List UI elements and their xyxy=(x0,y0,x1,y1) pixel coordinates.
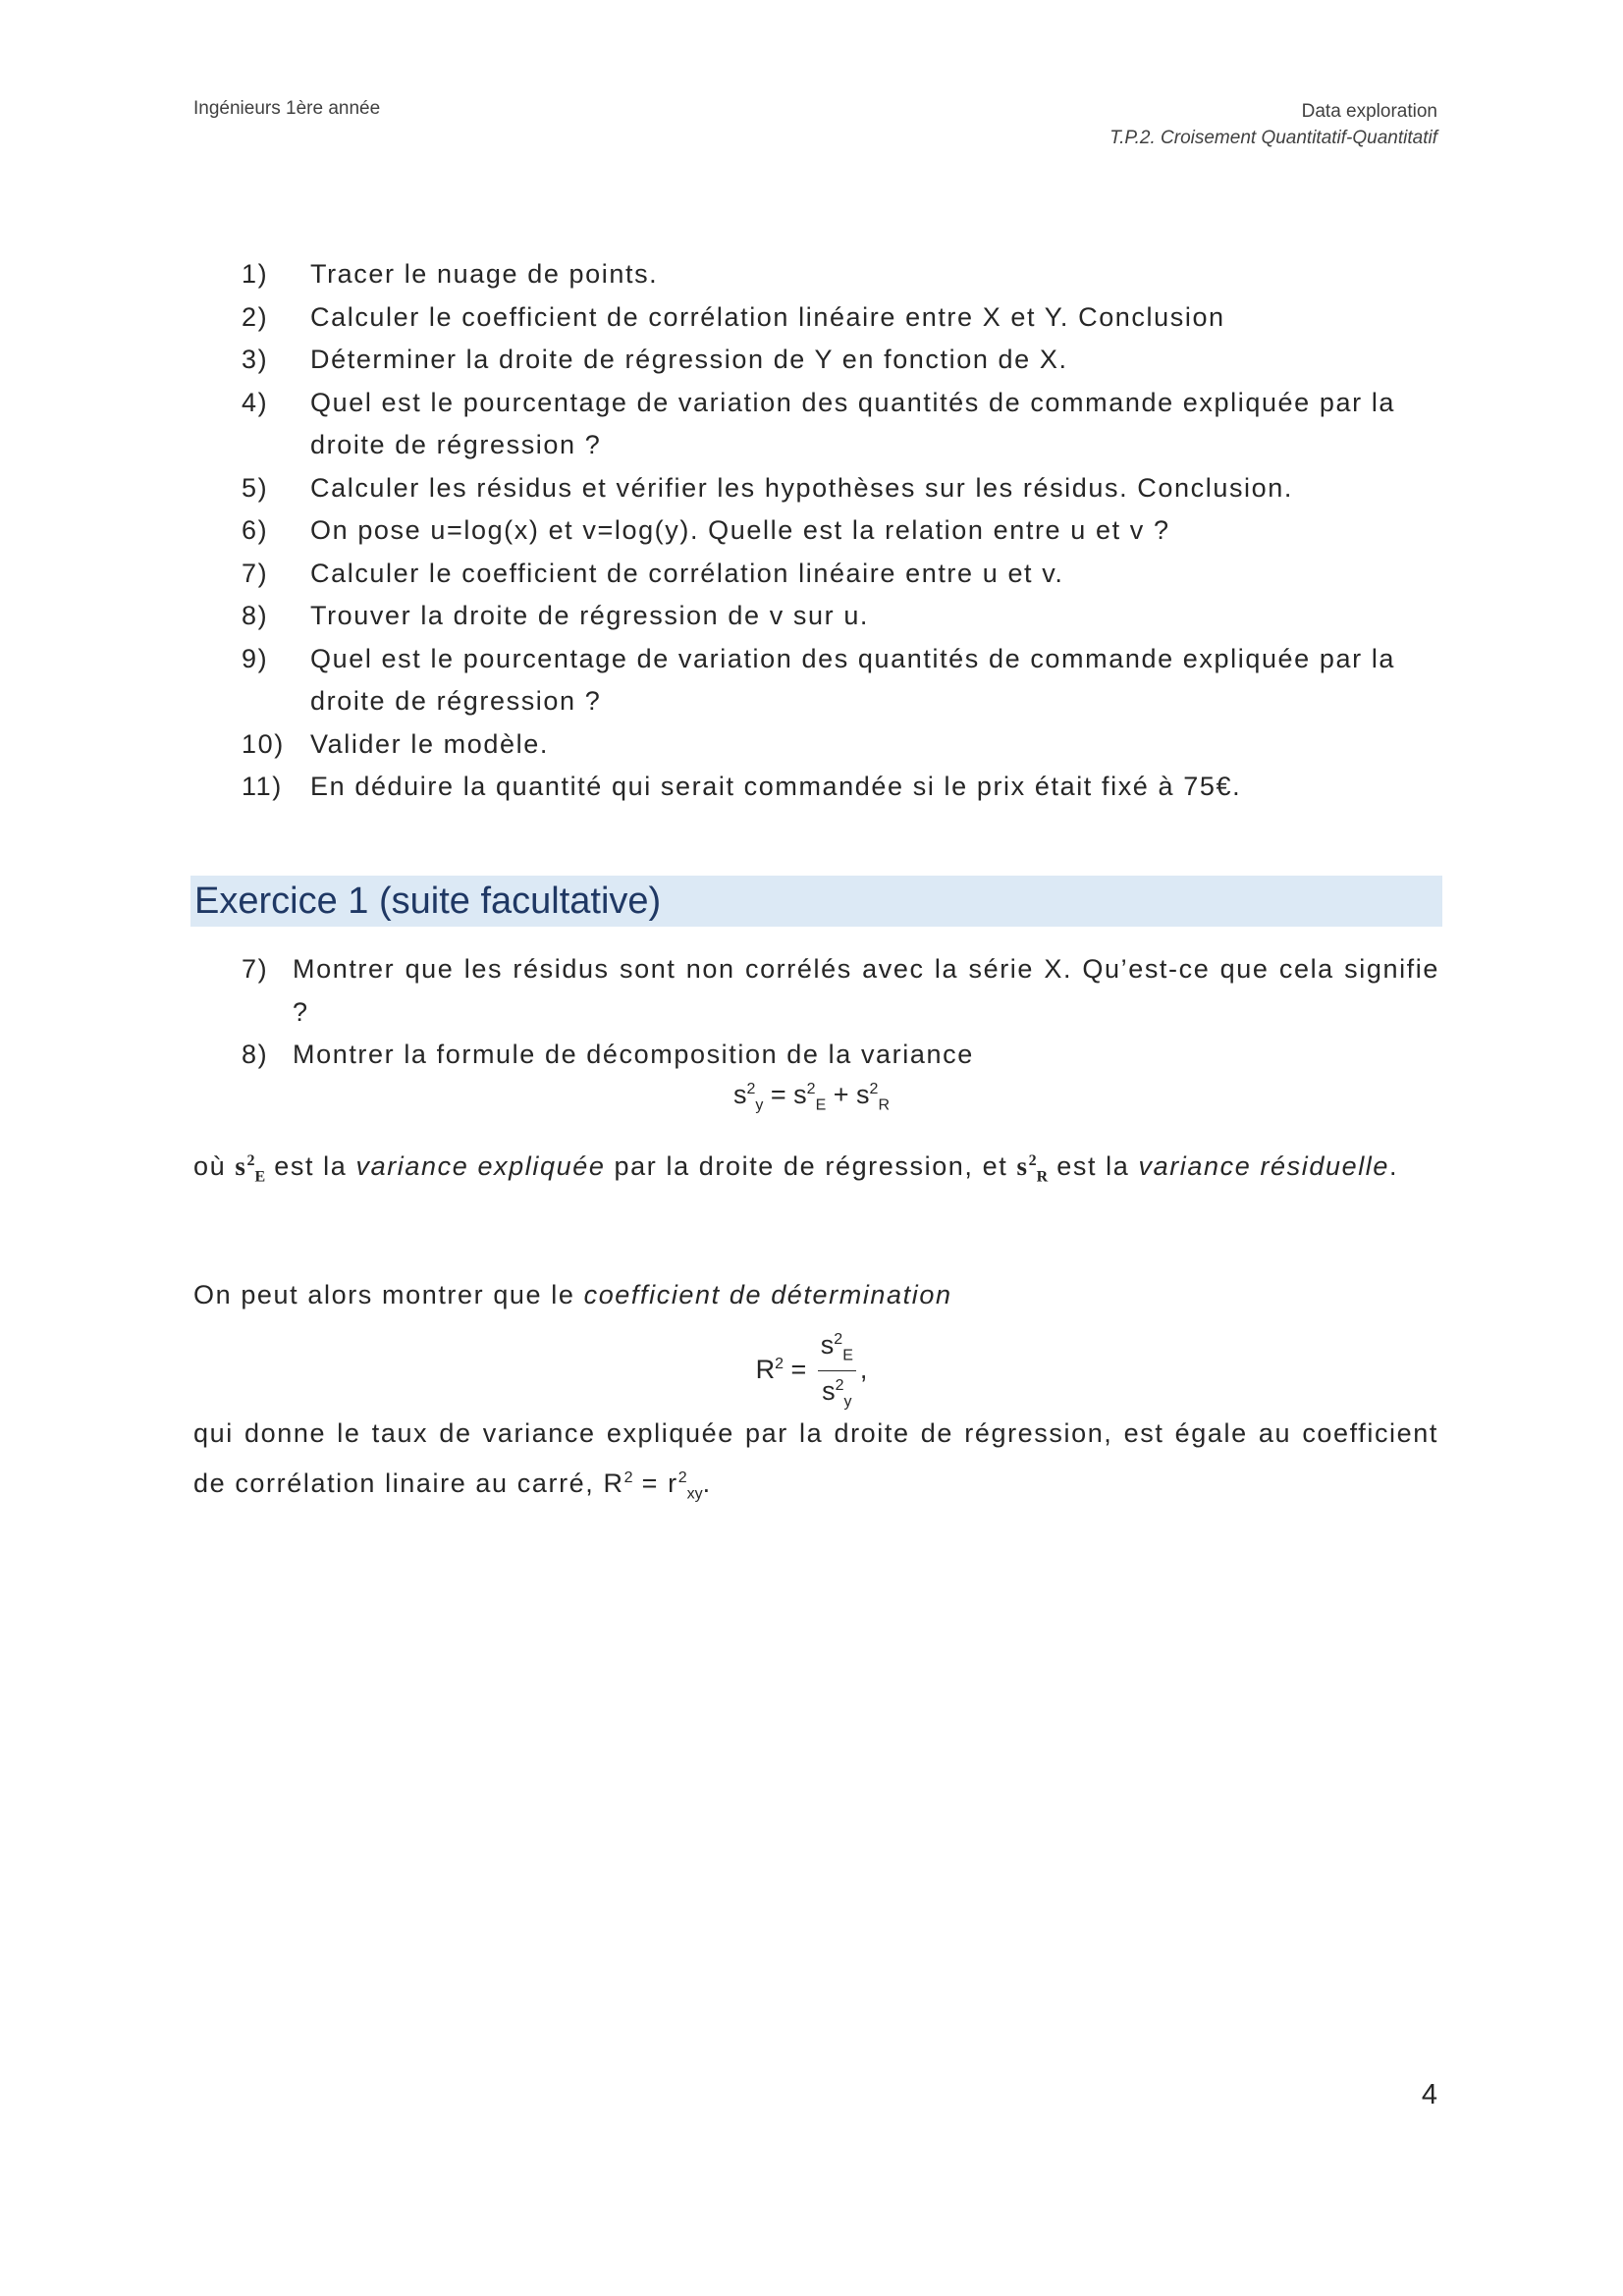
list-text: En déduire la quantité qui serait commandée si le prix était fixé à 75€. xyxy=(310,772,1242,801)
list-item xyxy=(242,296,1439,340)
header-subtitle: T.P.2. Croisement Quantitatif-Quantitatif xyxy=(1109,128,1437,148)
header-left: Ingénieurs 1ère année xyxy=(193,98,381,119)
exercise-list xyxy=(242,948,1439,1077)
list-text: Montrer la formule de décomposition de la variance xyxy=(293,1040,974,1069)
list-text: Tracer le nuage de points. xyxy=(310,259,659,289)
page-number: 4 xyxy=(1421,2079,1437,2110)
list-number: 4) xyxy=(242,387,269,417)
r-squared-formula: $R^2 = r^2_{xy}$ xyxy=(603,1468,703,1503)
list-text: Montrer que les résidus sont non corrélés avec la série X. Qu’est-ce que cela signifie ? xyxy=(293,954,1439,1027)
paragraph-determination: On peut alors montrer que le coefficient de détermination xyxy=(193,1280,952,1309)
list-text: Déterminer la droite de régression de Y en fonction de X. xyxy=(310,345,1068,374)
list-item xyxy=(242,467,1439,510)
list-number: 6) xyxy=(242,515,269,545)
list-text: Quel est le pourcentage de variation des quantités de commande expliquée par la droite de régression ? xyxy=(310,387,1396,459)
list-number: 8) xyxy=(242,1040,269,1069)
list-item xyxy=(242,948,1439,1034)
header-title: Data exploration xyxy=(1301,101,1437,122)
list-item xyxy=(242,553,1439,596)
list-item xyxy=(242,339,1439,382)
list-text: Valider le modèle. xyxy=(310,728,549,759)
determination-coefficient-formula: $R^2$ = $\frac{s^2_E}{s^2_y}$ , xyxy=(0,1325,1623,1417)
list-text: On pose u=log(x) et v=log(y). Quelle est la relation entre u et v ? xyxy=(310,515,1170,545)
list-number: 1) xyxy=(242,259,269,289)
variance-decomposition-formula: $s^2_y = s^2_E + s^2_R$ xyxy=(732,1080,890,1114)
fraction: $\frac{s^2_E}{s^2_y}$ xyxy=(818,1325,856,1417)
list-number: 3) xyxy=(242,345,269,374)
explained-variance-symbol: $s^2_E$ xyxy=(235,1151,266,1186)
list-item xyxy=(242,253,1439,296)
list-text: Calculer les résidus et vérifier les hypothèses sur les résidus. Conclusion. xyxy=(310,472,1293,503)
list-number: 5) xyxy=(242,472,269,503)
header-right xyxy=(1109,98,1437,151)
paragraph-variances: où $s^2_E$ est la variance expliquée par la droite de régression, et $s^2_R$ est la variance résiduelle. xyxy=(193,1151,1399,1186)
question-list xyxy=(242,253,1439,809)
list-text: Calculer le coefficient de corrélation linéaire entre X et Y. Conclusion xyxy=(310,301,1225,332)
list-item xyxy=(242,1034,1439,1077)
list-item xyxy=(242,723,1439,767)
list-number: 2) xyxy=(242,301,269,332)
list-item xyxy=(242,509,1439,553)
paragraph-conclusion: qui donne le taux de variance expliquée par la droite de régression, est égale au coefficient de corrélation linaire au carré, $R^2 = r^2_{xy}$. xyxy=(193,1418,1438,1503)
list-number: 10) xyxy=(242,728,285,759)
list-number: 11) xyxy=(242,772,283,801)
residual-variance-symbol: $s^2_R$ xyxy=(1016,1151,1049,1186)
list-number: 8) xyxy=(242,601,269,630)
list-number: 7) xyxy=(242,558,269,588)
list-text: Trouver la droite de régression de v sur u. xyxy=(310,601,870,630)
list-number: 9) xyxy=(242,643,269,673)
list-text: Quel est le pourcentage de variation des quantités de commande expliquée par la droite de régression ? xyxy=(310,643,1396,716)
list-text: Calculer le coefficient de corrélation linéaire entre u et v. xyxy=(310,558,1064,588)
list-item xyxy=(242,595,1439,638)
section-heading: Exercice 1 (suite facultative) xyxy=(190,876,1442,927)
list-item xyxy=(242,382,1439,467)
list-item xyxy=(242,766,1439,809)
list-number: 7) xyxy=(242,954,269,984)
list-item xyxy=(242,638,1439,723)
